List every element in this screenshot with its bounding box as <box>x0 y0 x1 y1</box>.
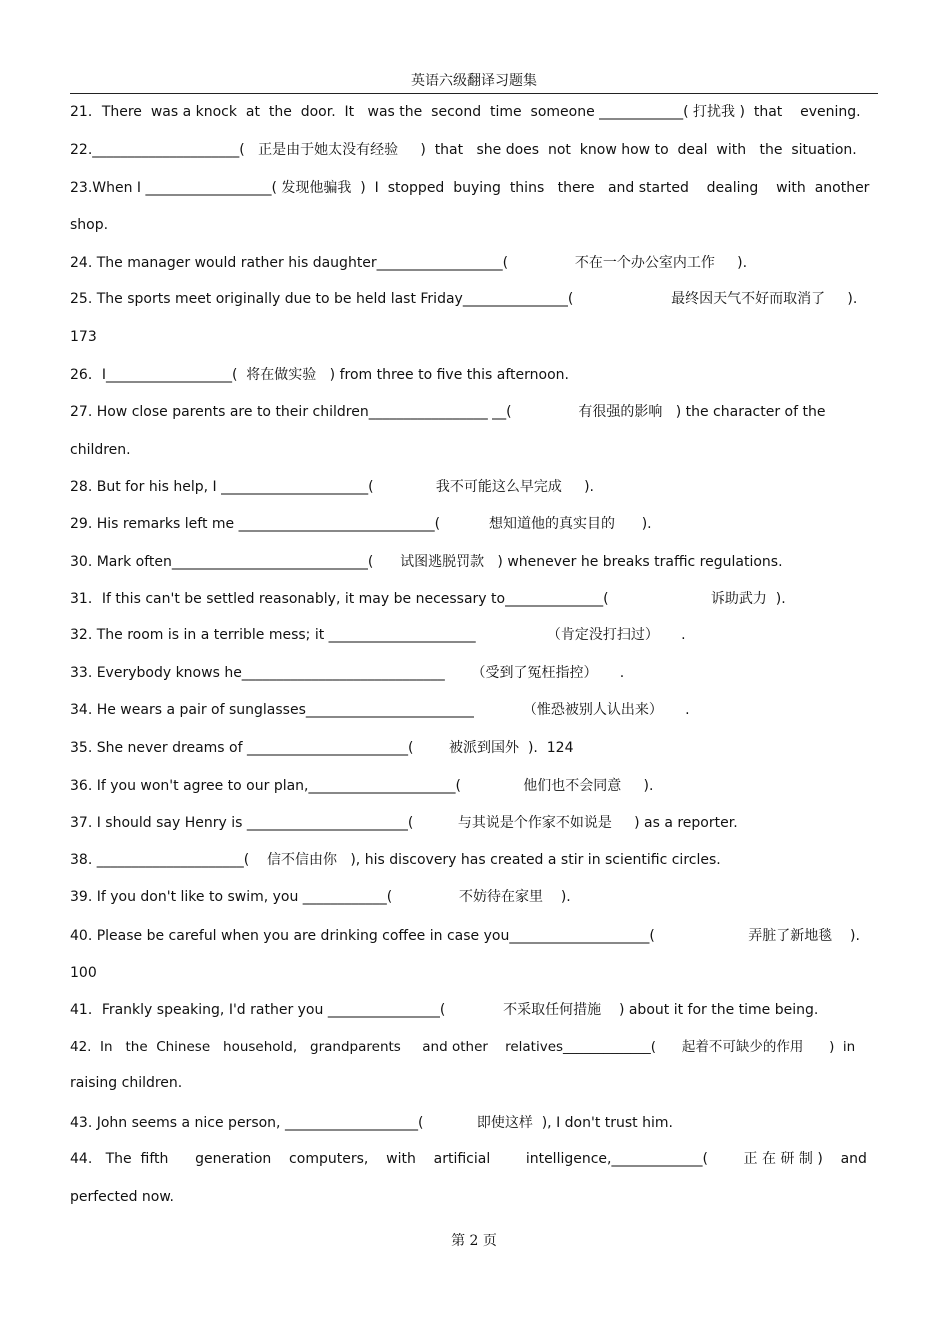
page-number: 第 2 页 <box>451 1233 497 1249</box>
question-22: 22._____________________( 正是由于她太没有经验 ) that she does not know how to deal with the situation. <box>70 142 857 158</box>
question-24: 24. The manager would rather his daughter__________________( 不在一个办公室内工作 ). <box>70 255 748 271</box>
question-35: 35. She never dreams of _______________________( 被派到国外 ). 124 <box>70 740 574 756</box>
header-divider <box>70 93 878 94</box>
question-36: 36. If you won't agree to our plan,_____________________( 他们也不会同意 ). <box>70 778 654 794</box>
question-34: 34. He wears a pair of sunglasses________________________ （惟恐被别人认出来） . <box>70 702 690 718</box>
question-21: 21．There was a knock at the door. It was the second time someone ____________( 打扰我 ) that evening. <box>70 104 861 120</box>
question-41: 41．Frankly speaking, I'd rather you ________________( 不采取任何措施 ) about it for the time being. <box>70 1002 819 1018</box>
question-31: 31．If this can't be settled reasonably, it may be necessary to______________( 诉助武力 ). <box>70 591 786 607</box>
question-27: 27. How close parents are to their children_________________ __( 有很强的影响 ) the character of the <box>70 404 826 420</box>
question-37: 37. I should say Henry is _______________________( 与其说是个作家不如说是 ) as a reporter. <box>70 815 738 831</box>
question-40: 40. Please be careful when you are drinking coffee in case you____________________( 弄脏了新地毯 ). <box>70 928 860 944</box>
question-30: 30. Mark often____________________________( 试图逃脱罚款 ) whenever he breaks traffic regulations. <box>70 554 783 570</box>
question-42: 42. In the Chinese household, grandparents and other relatives_____________( 起着不可缺少的作用 ) in <box>70 1039 856 1055</box>
question-26: 26．I__________________( 将在做实验 ) from three to five this afternoon. <box>70 367 569 383</box>
question-38: 38. _____________________( 信不信由你 ), his discovery has created a stir in scientific circles. <box>70 852 721 868</box>
question-25: 25. The sports meet originally due to be held last Friday_______________( 最终因天气不好而取消了 ). <box>70 291 858 307</box>
question-42-cont: raising children. <box>70 1075 183 1091</box>
question-32: 32. The room is in a terrible mess; it _____________________ （肯定没打扫过） . <box>70 627 686 643</box>
question-23: 23.When I __________________( 发现他骗我 ) I stopped buying thins there and started dealing with another <box>70 180 870 196</box>
stray-number: 100 <box>70 965 97 981</box>
question-27-cont: children. <box>70 442 131 458</box>
page-header-title: 英语六级翻译习题集 <box>411 73 537 89</box>
question-29: 29. His remarks left me ____________________________( 想知道他的真实目的 ). <box>70 516 652 532</box>
question-44: 44. The fifth generation computers, with artificial intelligence,_____________( 正 在 研 制 ) and <box>70 1151 867 1167</box>
question-43: 43. John seems a nice person, ___________________( 即使这样 ), I don't trust him. <box>70 1115 673 1131</box>
question-28: 28. But for his help, I _____________________( 我不可能这么早完成 ). <box>70 479 595 495</box>
question-39: 39. If you don't like to swim, you ____________( 不妨待在家里 ). <box>70 889 571 905</box>
question-44-cont: perfected now. <box>70 1189 174 1205</box>
question-33: 33. Everybody knows he_____________________________ （受到了冤枉指控） . <box>70 665 625 681</box>
stray-number: 173 <box>70 329 97 345</box>
question-23-cont: shop. <box>70 217 109 233</box>
